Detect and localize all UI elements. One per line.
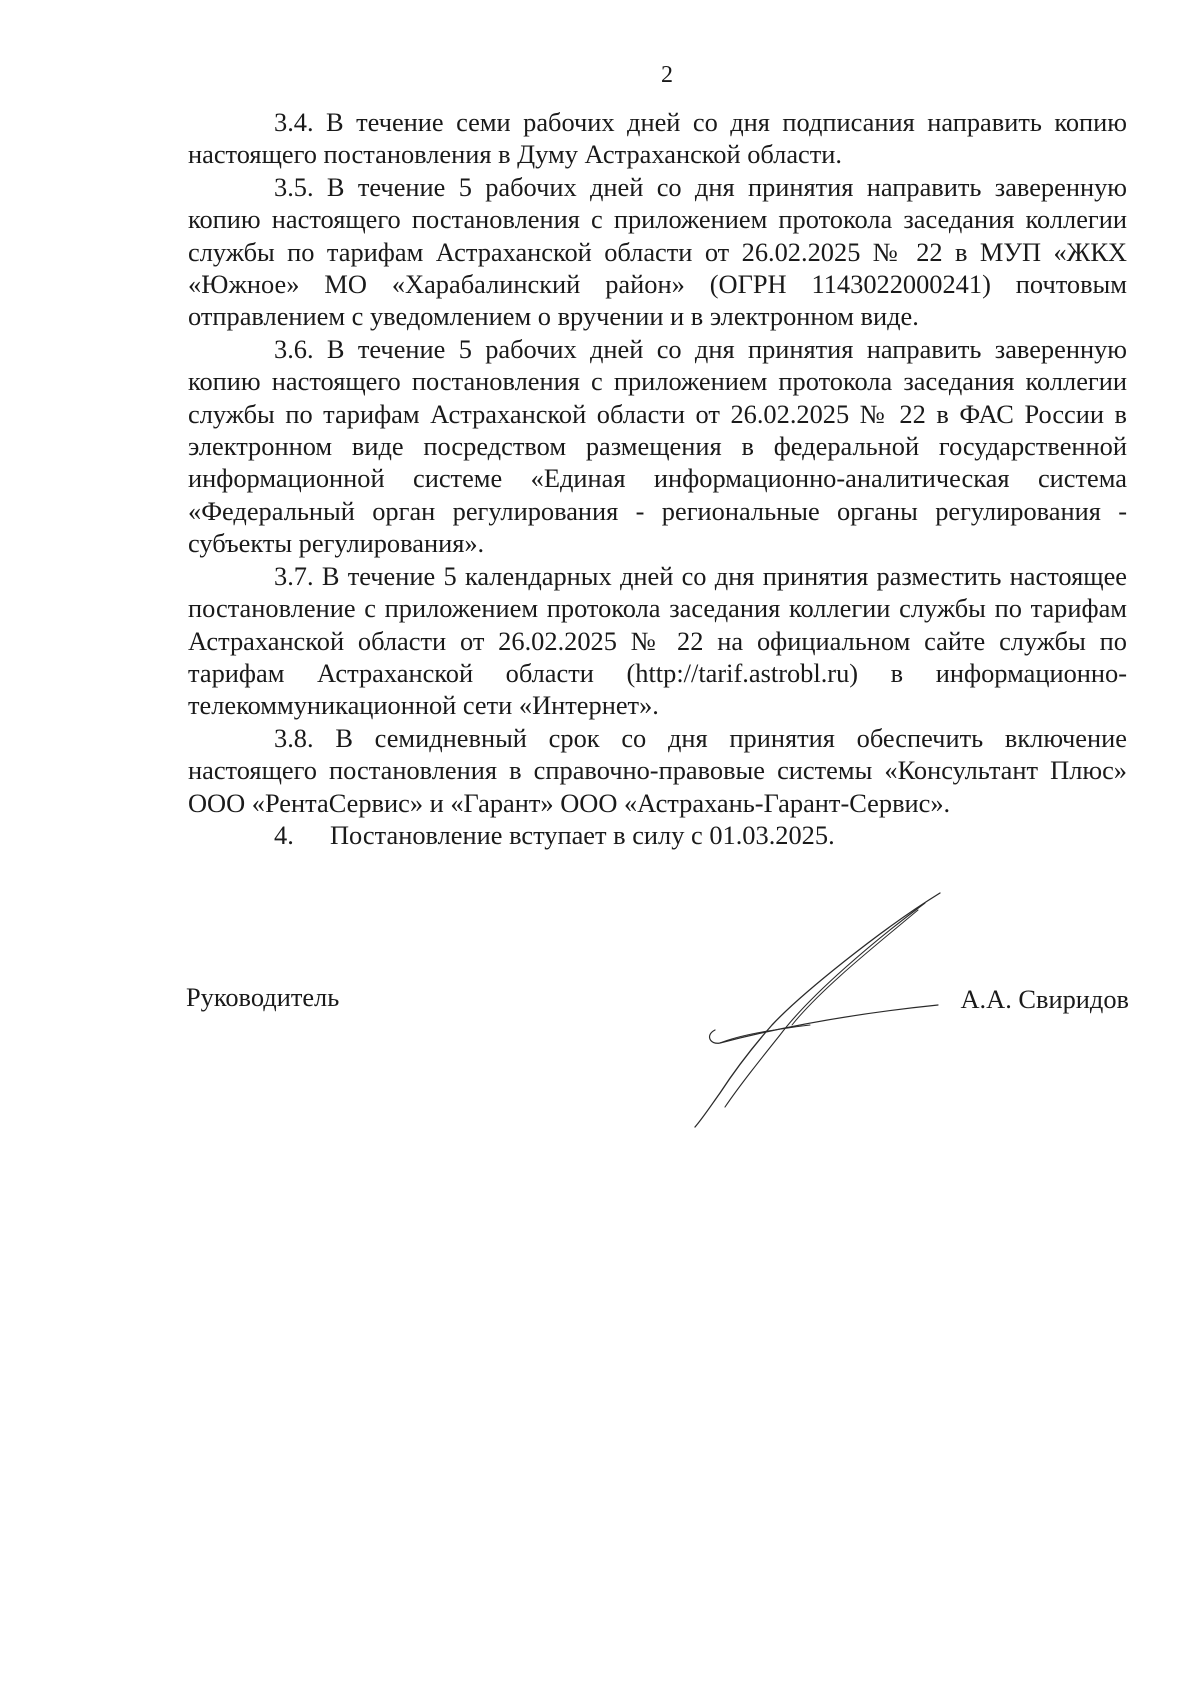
- paragraph-3-6: 3.6. В течение 5 рабочих дней со дня принятия направить заверенную копию настоящего постановления с приложением протокола заседания коллегии службы по тарифам Астраханской области от 26.02.2025 № 22 в ФАС России в электронном виде посредством размещения в федеральной государственной информационной системе «Единая информационно-аналитическая система «Федеральный орган регулирования - региональные органы регулирования - субъекты регулирования».: [188, 333, 1127, 559]
- paragraph-3-8: 3.8. В семидневный срок со дня принятия обеспечить включение настоящего постановления в справочно-правовые системы «Консультант Плюс» ООО «РентаСервис» и «Гарант» ООО «Астрахань-Гарант-Сервис».: [188, 722, 1127, 818]
- paragraph-3-7: 3.7. В течение 5 календарных дней со дня принятия разместить настоящее постановление с приложением протокола заседания коллегии службы по тарифам Астраханской области от 26.02.2025 № 22 на официальном сайте службы по тарифам Астраханской области (http://tarif.astrobl.ru) в информационно-телекоммуникационной сети «Интернет».: [188, 560, 1127, 721]
- paragraph-3-4: 3.4. В течение семи рабочих дней со дня подписания направить копию настоящего постановления в Думу Астраханской области.: [188, 107, 1127, 170]
- signatory-title: Руководитель: [186, 982, 340, 1012]
- signatory-name: А.А. Свиридов: [960, 984, 1129, 1014]
- page-number: 2: [661, 62, 673, 88]
- document-body: [188, 106, 1127, 851]
- item-text: Постановление вступает в силу с 01.03.2025.: [330, 819, 835, 850]
- handwritten-signature: [680, 885, 960, 1130]
- paragraph-3-5: 3.5. В течение 5 рабочих дней со дня принятия направить заверенную копию настоящего постановления с приложением протокола заседания коллегии службы по тарифам Астраханской области от 26.02.2025 № 22 в МУП «ЖКХ «Южное» МО «Харабалинский район» (ОГРН 1143022000241) почтовым отправлением с уведомлением о вручении и в электронном виде.: [188, 171, 1127, 332]
- paragraph-4: [188, 819, 1127, 851]
- signature-block: [186, 982, 1129, 1022]
- item-number: 4.: [274, 819, 294, 850]
